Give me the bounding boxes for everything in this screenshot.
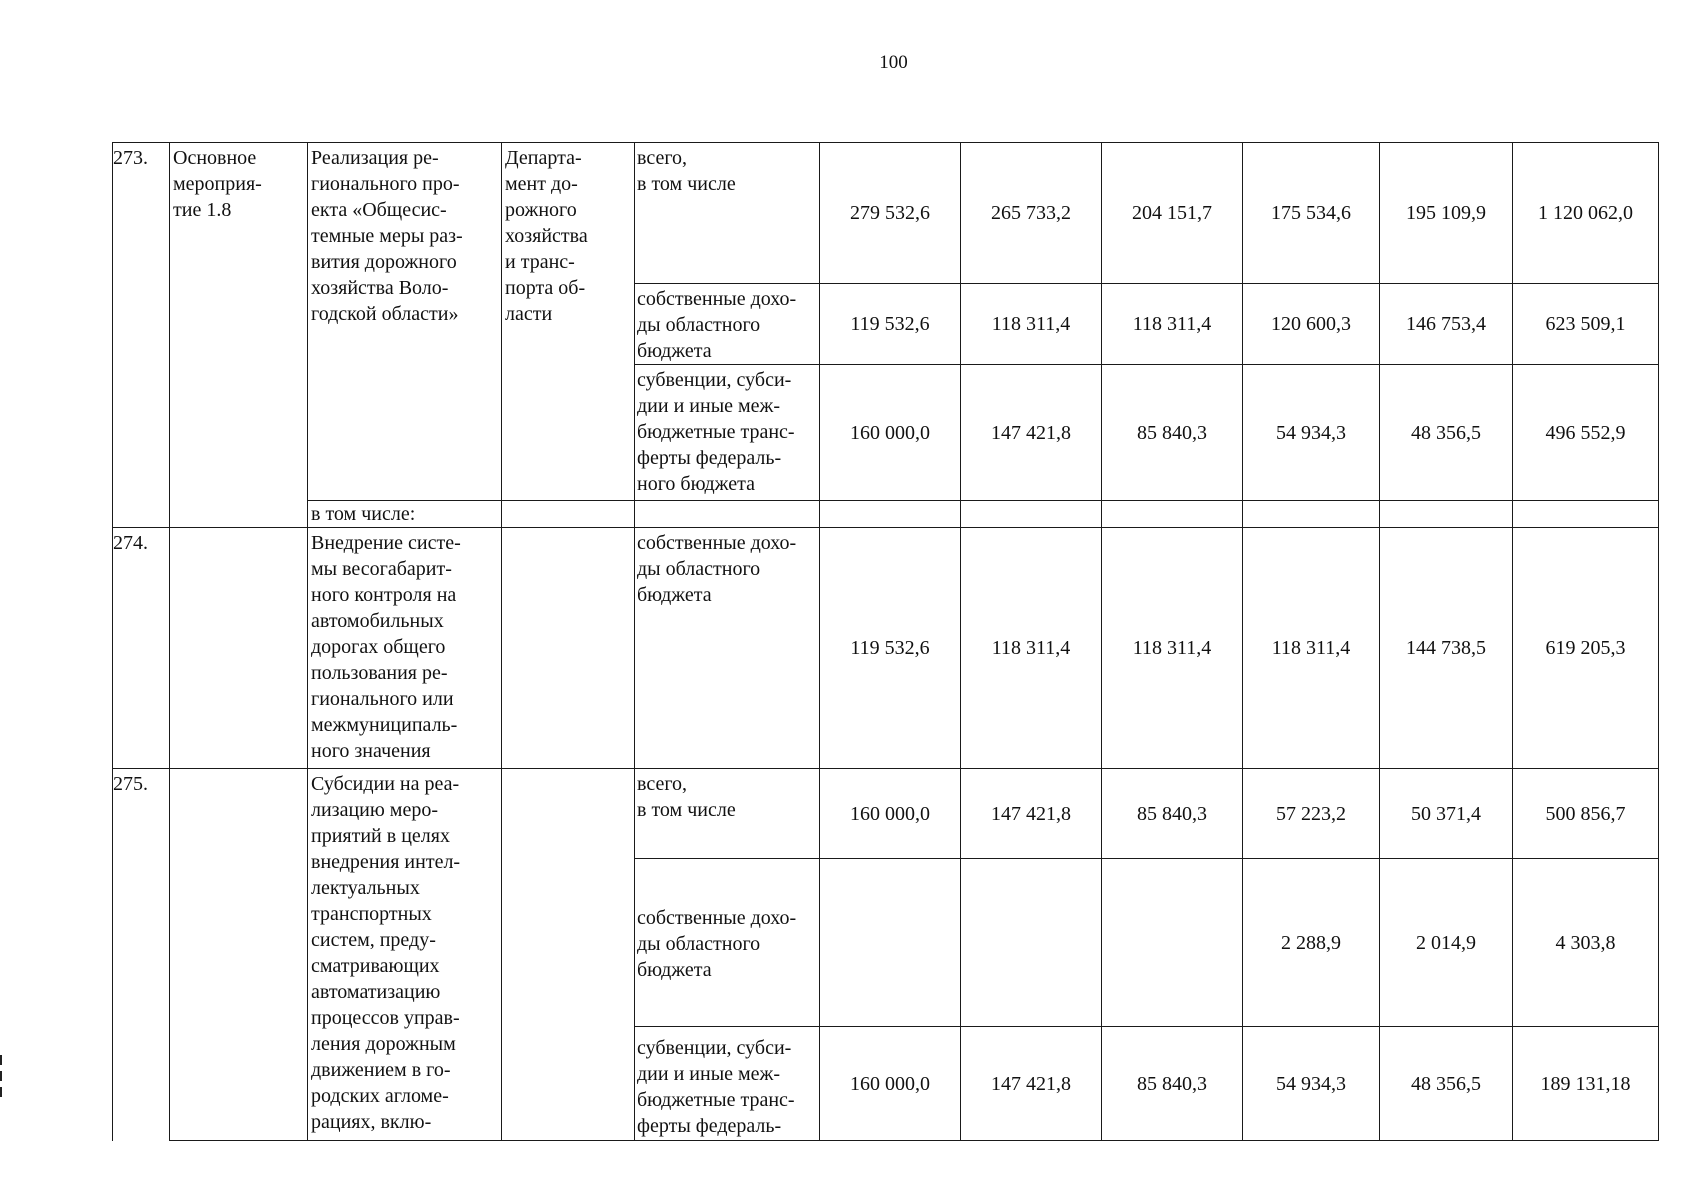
value-cell: 160 000,0 (820, 1027, 961, 1141)
table-row (113, 528, 1659, 769)
row-index: 273. (113, 143, 170, 528)
value-cell: 195 109,9 (1380, 143, 1513, 284)
table-row (113, 501, 1659, 528)
value-cell: 619 205,3 (1513, 528, 1659, 769)
value-cell: 4 303,8 (1513, 859, 1659, 1027)
empty-cell (820, 501, 961, 528)
value-cell: 118 311,4 (1102, 528, 1243, 769)
funding-source: собственные дохо- ды областного бюджета (635, 284, 820, 365)
value-cell: 54 934,3 (1243, 1027, 1380, 1141)
measure-type (170, 769, 308, 1141)
empty-cell (1513, 501, 1659, 528)
margin-mark (0, 1087, 2, 1097)
value-cell: 265 733,2 (961, 143, 1102, 284)
value-cell: 2 014,9 (1380, 859, 1513, 1027)
empty-cell (1243, 501, 1380, 528)
value-cell: 118 311,4 (1243, 528, 1380, 769)
row-index: 275. (113, 769, 170, 1141)
value-cell: 2 288,9 (1243, 859, 1380, 1027)
executor (502, 528, 635, 769)
margin-mark (0, 1055, 2, 1065)
value-cell: 48 356,5 (1380, 365, 1513, 501)
value-cell: 147 421,8 (961, 1027, 1102, 1141)
value-cell: 623 509,1 (1513, 284, 1659, 365)
value-cell: 496 552,9 (1513, 365, 1659, 501)
value-cell: 204 151,7 (1102, 143, 1243, 284)
empty-cell (502, 501, 635, 528)
value-cell: 48 356,5 (1380, 1027, 1513, 1141)
value-cell: 175 534,6 (1243, 143, 1380, 284)
value-cell: 119 532,6 (820, 528, 961, 769)
funding-source: собственные дохо- ды областного бюджета (635, 528, 820, 769)
value-cell: 119 532,6 (820, 284, 961, 365)
value-cell (1102, 859, 1243, 1027)
value-cell: 118 311,4 (1102, 284, 1243, 365)
measure-type (170, 528, 308, 769)
funding-source: всего, в том числе (635, 143, 820, 284)
funding-source: субвенции, субси- дии и иные меж- бюджетные транс- ферты федераль- ного бюджета (635, 365, 820, 501)
page-number: 100 (879, 52, 908, 73)
funding-source: собственные дохо- ды областного бюджета (635, 859, 820, 1027)
value-cell: 120 600,3 (1243, 284, 1380, 365)
value-cell: 144 738,5 (1380, 528, 1513, 769)
value-cell: 54 934,3 (1243, 365, 1380, 501)
value-cell: 118 311,4 (961, 528, 1102, 769)
value-cell: 85 840,3 (1102, 769, 1243, 859)
measure-name: Реализация ре- гионального про- екта «Общесис- темные меры раз- вития дорожного хозяйства Воло- годской области» (308, 143, 502, 501)
empty-cell (1380, 501, 1513, 528)
table-row (113, 769, 1659, 859)
value-cell: 1 120 062,0 (1513, 143, 1659, 284)
value-cell: 50 371,4 (1380, 769, 1513, 859)
value-cell: 85 840,3 (1102, 1027, 1243, 1141)
funding-source: всего, в том числе (635, 769, 820, 859)
row-index: 274. (113, 528, 170, 769)
measure-name: Внедрение систе- мы весогабарит- ного контроля на автомобильных дорогах общего пользования ре- гионального или межмуниципаль- ного значения (308, 528, 502, 769)
value-cell: 500 856,7 (1513, 769, 1659, 859)
measure-type: Основное мероприя- тие 1.8 (170, 143, 308, 528)
empty-cell (1102, 501, 1243, 528)
empty-cell (961, 501, 1102, 528)
value-cell: 160 000,0 (820, 365, 961, 501)
executor (502, 769, 635, 1141)
value-cell: 189 131,18 (1513, 1027, 1659, 1141)
funding-source: субвенции, субси- дии и иные меж- бюджетные транс- ферты федераль- (635, 1027, 820, 1141)
margin-mark (0, 1071, 2, 1081)
measure-name: Субсидии на реа- лизацию меро- приятий в целях внедрения интел- лектуальных транспортных систем, преду- сматривающих автоматизацию процессов управ- ления дорожным движением в го- родских агломе- рациях, вклю- (308, 769, 502, 1141)
value-cell: 147 421,8 (961, 365, 1102, 501)
scan-margin-marks (0, 1055, 6, 1103)
table-row (113, 143, 1659, 284)
value-cell: 85 840,3 (1102, 365, 1243, 501)
empty-cell (635, 501, 820, 528)
value-cell: 147 421,8 (961, 769, 1102, 859)
including-label: в том числе: (308, 501, 502, 528)
executor: Департа- мент до- рожного хозяйства и транс- порта об- ласти (502, 143, 635, 501)
value-cell (820, 859, 961, 1027)
value-cell (961, 859, 1102, 1027)
value-cell: 160 000,0 (820, 769, 961, 859)
value-cell: 57 223,2 (1243, 769, 1380, 859)
value-cell: 118 311,4 (961, 284, 1102, 365)
value-cell: 279 532,6 (820, 143, 961, 284)
budget-table (112, 142, 1659, 1141)
value-cell: 146 753,4 (1380, 284, 1513, 365)
